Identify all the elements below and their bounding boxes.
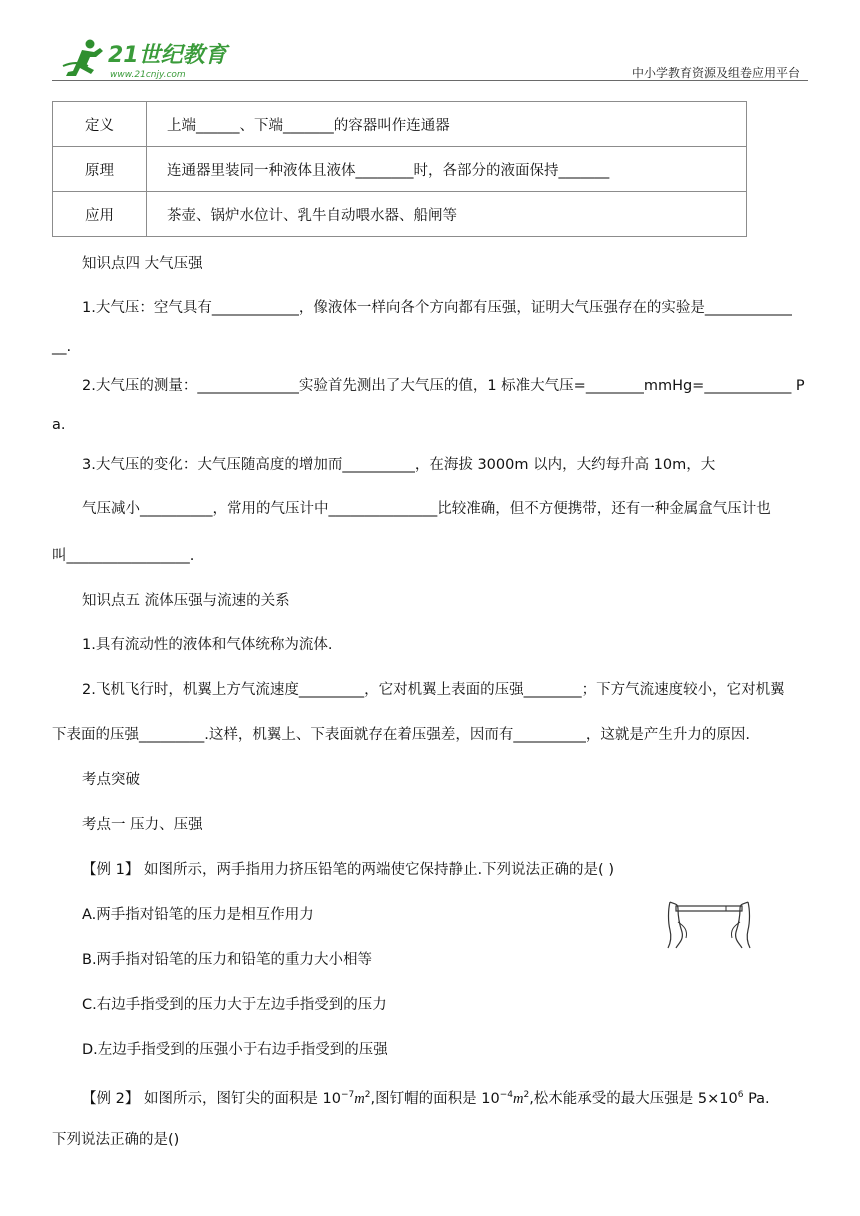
- table-row: [53, 147, 747, 192]
- right-finger-icon: [736, 902, 750, 948]
- paragraph-line: 2.飞机飞行时，机翼上方气流速度_________，它对机翼上表面的压强________；下方气流速度较小，它对机翼: [82, 682, 785, 698]
- unit: m: [354, 1091, 365, 1107]
- table-cell-desc: 上端______、下端_______的容器叫作连通器: [147, 102, 747, 147]
- section-title: 知识点五 流体压强与流速的关系: [82, 593, 290, 609]
- exponent: −4: [499, 1090, 513, 1100]
- example2-tail: ,松木能承受的最大压强是 5×10: [529, 1091, 738, 1107]
- logo-url-text: www.21cnjy.com: [110, 70, 186, 80]
- header-divider: [52, 80, 808, 81]
- example2-lead: 【例 2】 如图所示，图钉尖的面积是 10: [82, 1091, 342, 1107]
- example2-tail2: Pa.: [743, 1091, 770, 1107]
- table-cell-term: 定义: [53, 102, 147, 147]
- option-a: A.两手指对铅笔的压力是相互作用力: [82, 907, 314, 923]
- pencil-fingers-figure: [666, 900, 752, 952]
- option-b: B.两手指对铅笔的压力和铅笔的重力大小相等: [82, 952, 373, 968]
- table-row: [53, 192, 747, 237]
- paragraph-line: 1.具有流动性的液体和气体统称为流体.: [82, 637, 333, 653]
- table-cell-desc: 连通器里装同一种液体且液体________时，各部分的液面保持_______: [147, 147, 747, 192]
- option-c: C.右边手指受到的压力大于左边手指受到的压力: [82, 997, 387, 1013]
- example-stem: [82, 1085, 770, 1109]
- table-row: [53, 102, 747, 147]
- section-title: 考点突破: [82, 772, 140, 788]
- paragraph-line: 1.大气压：空气具有____________，像液体一样向各个方向都有压强，证明大气压强存在的实验是____________: [82, 300, 792, 316]
- exponent: 6: [737, 1090, 744, 1100]
- header-platform-name: 中小学教育资源及组卷应用平台: [631, 66, 800, 80]
- option-d: D.左边手指受到的压强小于右边手指受到的压强: [82, 1042, 388, 1058]
- exponent: −7: [341, 1090, 355, 1100]
- table-cell-term: 应用: [53, 192, 147, 237]
- section-title: 知识点四 大气压强: [82, 256, 203, 272]
- exponent: 2: [523, 1090, 530, 1100]
- paragraph-line: __.: [52, 339, 72, 355]
- runner-icon: [63, 40, 103, 77]
- left-finger-icon: [668, 902, 682, 948]
- paragraph-line: 下列说法正确的是(): [52, 1132, 180, 1148]
- paragraph-line: 下表面的压强_________.这样，机翼上、下表面就存在着压强差，因而有__________，这就是产生升力的原因.: [52, 727, 750, 743]
- pencil-shape: [676, 906, 742, 911]
- paragraph-line: a.: [52, 417, 66, 433]
- unit: m: [512, 1091, 524, 1107]
- logo: [60, 36, 230, 82]
- paragraph-line: 叫_________________.: [52, 548, 195, 564]
- paragraph-line: 2.大气压的测量：______________实验首先测出了大气压的值，1 标准大气压=________mmHg=____________ P: [82, 378, 805, 394]
- example2-mid: ,图钉帽的面积是 10: [370, 1091, 500, 1107]
- table-cell-term: 原理: [53, 147, 147, 192]
- connector-table: [52, 101, 747, 237]
- exponent: 2: [364, 1090, 371, 1100]
- subsection-title: 考点一 压力、压强: [82, 817, 203, 833]
- example-stem: 【例 1】 如图所示，两手指用力挤压铅笔的两端使它保持静止.下列说法正确的是( ): [82, 862, 614, 878]
- paragraph-line: 3.大气压的变化：大气压随高度的增加而__________，在海拔 3000m 以内，大约每升高 10m，大: [82, 457, 716, 473]
- logo-main-text: 21世纪教育: [108, 43, 227, 68]
- paragraph-line: 气压减小__________，常用的气压计中_______________比较准确，但不方便携带，还有一种金属盒气压计也: [82, 501, 771, 517]
- table-cell-desc: 茶壶、锅炉水位计、乳牛自动喂水器、船闸等: [147, 192, 747, 237]
